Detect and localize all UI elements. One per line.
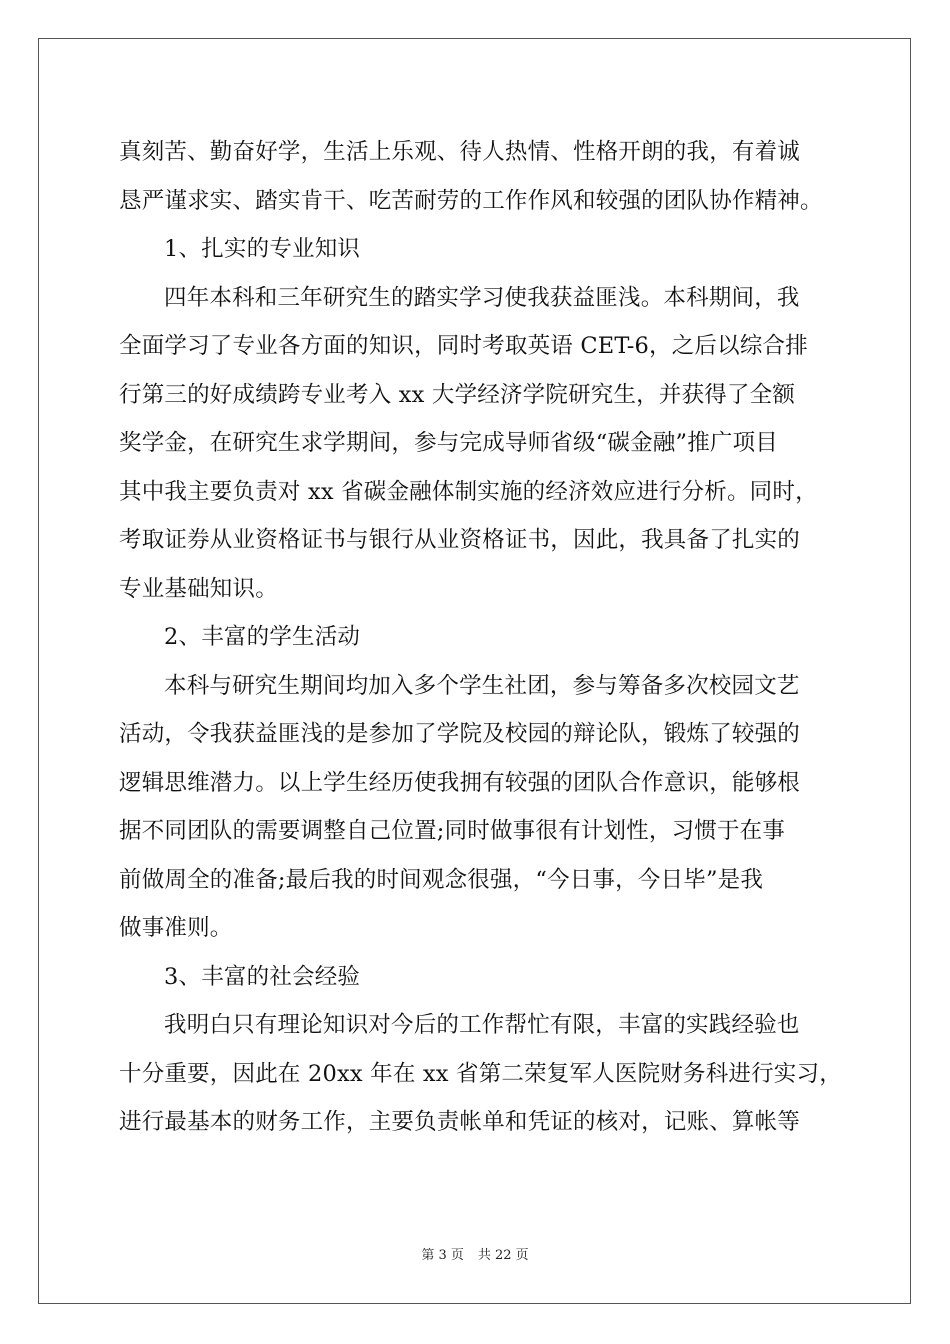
text-line: 活动，令我获益匪浅的是参加了学院及校园的辩论队，锻炼了较强的 — [119, 721, 801, 747]
text-line: 恳严谨求实、踏实肯干、吃苦耐劳的工作作风和较强的团队协作精神。 — [119, 187, 823, 214]
text-line: 3、丰富的社会经验 — [164, 963, 361, 990]
text-line: 做事准则。 — [119, 915, 233, 941]
page-footer — [0, 1244, 950, 1263]
text-line: 1、扎实的专业知识 — [164, 236, 361, 262]
text-line: 考取证券从业资格证书与银行从业资格证书，因此，我具备了扎实的 — [119, 527, 801, 553]
text-line: 逻辑思维潜力。以上学生经历使我拥有较强的团队合作意识，能够根 — [119, 769, 801, 796]
text-line: 奖学金，在研究生求学期间，参与完成导师省级“碳金融”推广项目 — [119, 430, 779, 456]
total-pages: 共 22 页 — [477, 1248, 529, 1263]
text-line: 2、丰富的学生活动 — [164, 624, 361, 650]
text-line: 全面学习了专业各方面的知识，同时考取英语 CET-6，之后以综合排 — [119, 333, 808, 359]
page-number: 第 3 页 — [421, 1248, 464, 1263]
text-line: 十分重要，因此在 20xx 年在 xx 省第二荣复军人医院财务科进行实习， — [119, 1060, 842, 1087]
text-line: 进行最基本的财务工作，主要负责帐单和凭证的核对，记账、算帐等 — [119, 1109, 801, 1135]
text-line: 前做周全的准备;最后我的时间观念很强，“今日事，今日毕”是我 — [119, 866, 764, 893]
text-line: 我明白只有理论知识对今后的工作帮忙有限，丰富的实践经验也 — [164, 1012, 800, 1038]
text-line: 据不同团队的需要调整自己位置;同时做事很有计划性，习惯于在事 — [119, 818, 786, 844]
document-body — [119, 128, 842, 1147]
text-line: 行第三的好成绩跨专业考入 xx 大学经济学院研究生，并获得了全额 — [119, 381, 796, 408]
text-line: 四年本科和三年研究生的踏实学习使我获益匪浅。本科期间，我 — [164, 284, 800, 311]
text-line: 本科与研究生期间均加入多个学生社团，参与筹备多次校园文艺 — [164, 672, 800, 699]
text-line: 其中我主要负责对 xx 省碳金融体制实施的经济效应进行分析。同时， — [119, 478, 818, 505]
text-line: 专业基础知识。 — [119, 575, 278, 602]
text-line: 真刻苦、勤奋好学，生活上乐观、待人热情、性格开朗的我，有着诚 — [119, 139, 801, 165]
